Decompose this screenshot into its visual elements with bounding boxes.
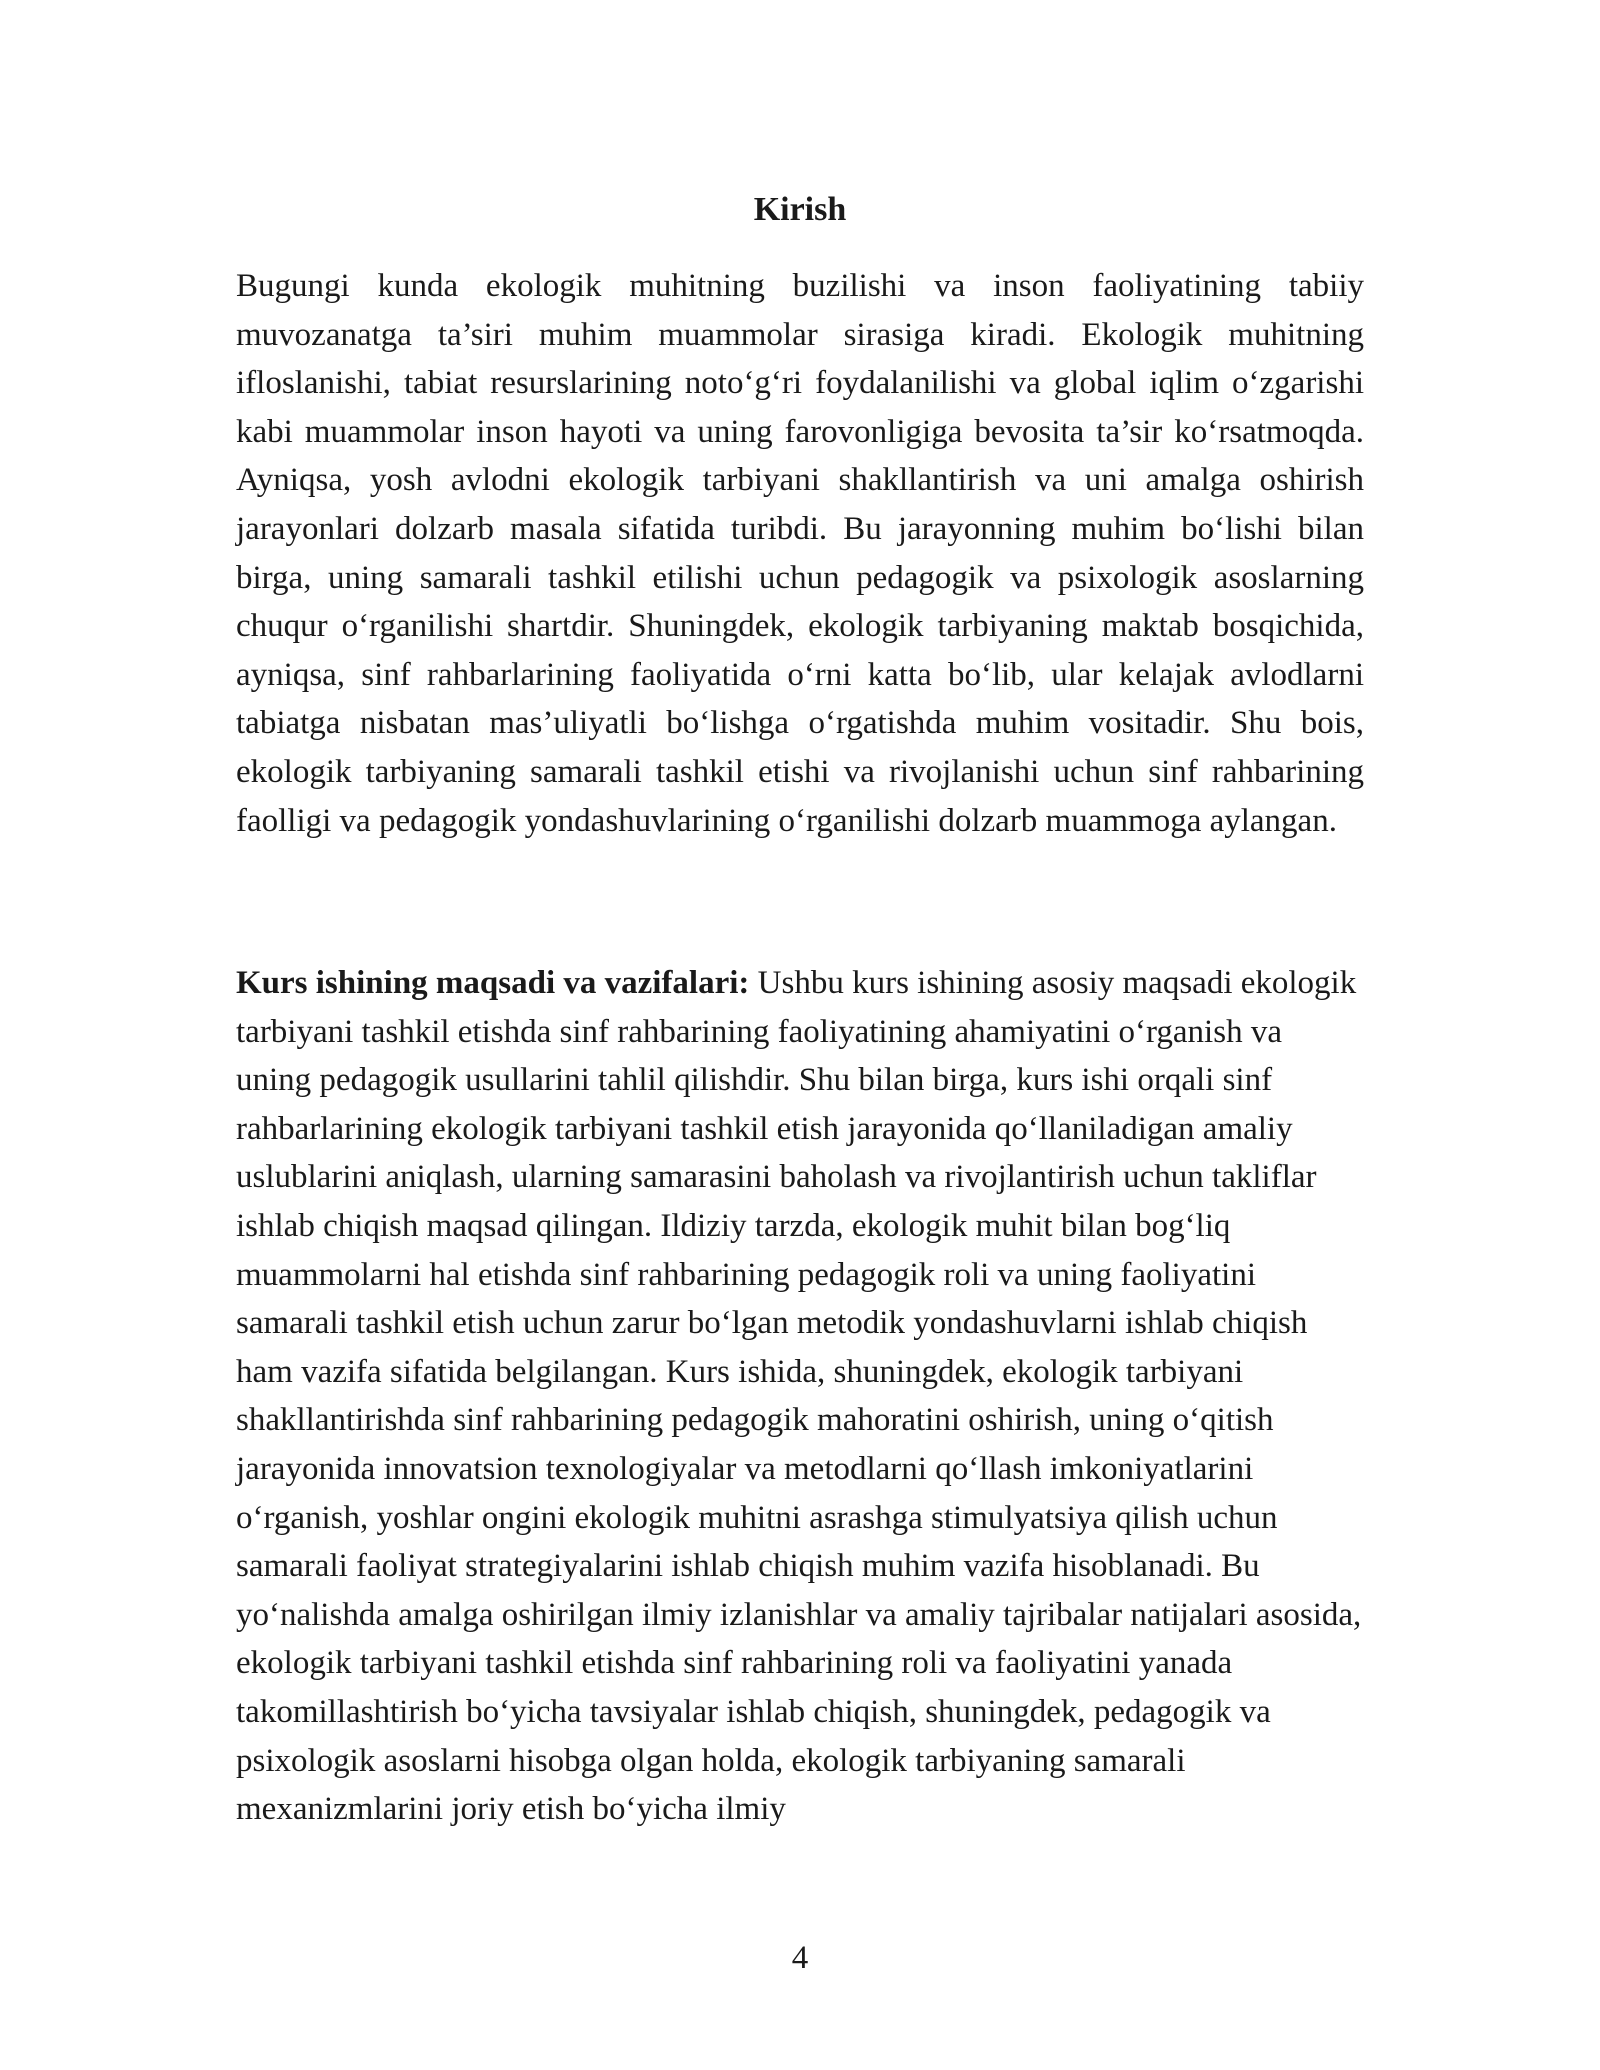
page-title: Kirish xyxy=(753,191,847,228)
page-number: 4 xyxy=(791,1940,809,1976)
goals-paragraph xyxy=(236,959,1364,1834)
goals-heading: Kurs ishining maqsadi va vazifalari: xyxy=(236,965,750,1001)
goals-text: Ushbu kurs ishining asosiy maqsadi ekologik tarbiyani tashkil etishda sinf rahbarining faoliyatining ahamiyatini o‘rganish va uning pedagogik usullarini tahlil qilishdir. Shu bilan birga, kurs ishi orqali sinf rahbarlarining ekologik tarbiyani tashkil etish jarayonida qo‘llaniladigan amaliy uslublarini aniqlash, ularning samarasini baholash va rivojlantirish uchun takliflar ishlab chiqish maqsad qilingan. Ildiziy tarzda, ekologik muhit bilan bog‘liq muammolarni hal etishda sinf rahbarining pedagogik roli va uning faoliyatini samarali tashkil etish uchun zarur bo‘lgan metodik yondashuvlarni ishlab chiqish ham vazifa sifatida belgilangan. Kurs ishida, shuningdek, ekologik tarbiyani shakllantirishda sinf rahbarining pedagogik mahoratini oshirish, uning o‘qitish jarayonida innovatsion texnologiyalar va metodlarni qo‘llash imkoniyatlarini o‘rganish, yoshlar ongini ekologik muhitni asrashga stimulyatsiya qilish uchun samarali faoliyat strategiyalarini ishlab chiqish muhim vazifa hisoblanadi. Bu yo‘nalishda amalga oshirilgan ilmiy izlanishlar va amaliy tajribalar natijalari asosida, ekologik tarbiyani tashkil etishda sinf rahbarining roli va faoliyatini yanada takomillashtirish bo‘yicha tavsiyalar ishlab chiqish, shuningdek, pedagogik va psixologik asoslarni hisobga olgan holda, ekologik tarbiyaning samarali mexanizmlarini joriy etish bo‘yicha ilmiy xyxy=(236,965,1362,1828)
intro-paragraph: Bugungi kunda ekologik muhitning buzilishi va inson faoliyatining tabiiy muvozanatga ta’siri muhim muammolar sirasiga kiradi. Ekologik muhitning ifloslanishi, tabiat resurslarining noto‘g‘ri foydalanilishi va global iqlim o‘zgarishi kabi muammolar inson hayoti va uning farovonligiga bevosita ta’sir ko‘rsatmoqda. Ayniqsa, yosh avlodni ekologik tarbiyani shakllantirish va uni amalga oshirish jarayonlari dolzarb masala sifatida turibdi. Bu jarayonning muhim bo‘lishi bilan birga, uning samarali tashkil etilishi uchun pedagogik va psixologik asoslarning chuqur o‘rganilishi shartdir. Shuningdek, ekologik tarbiyaning maktab bosqichida, ayniqsa, sinf rahbarlarining faoliyatida o‘rni katta bo‘lib, ular kelajak avlodlarni tabiatga nisbatan mas’uliyatli bo‘lishga o‘rgatishda muhim vositadir. Shu bois, ekologik tarbiyaning samarali tashkil etishi va rivojlanishi uchun sinf rahbarining faolligi va pedagogik yondashuvlarining o‘rganilishi dolzarb muammoga aylangan. xyxy=(236,268,1364,839)
